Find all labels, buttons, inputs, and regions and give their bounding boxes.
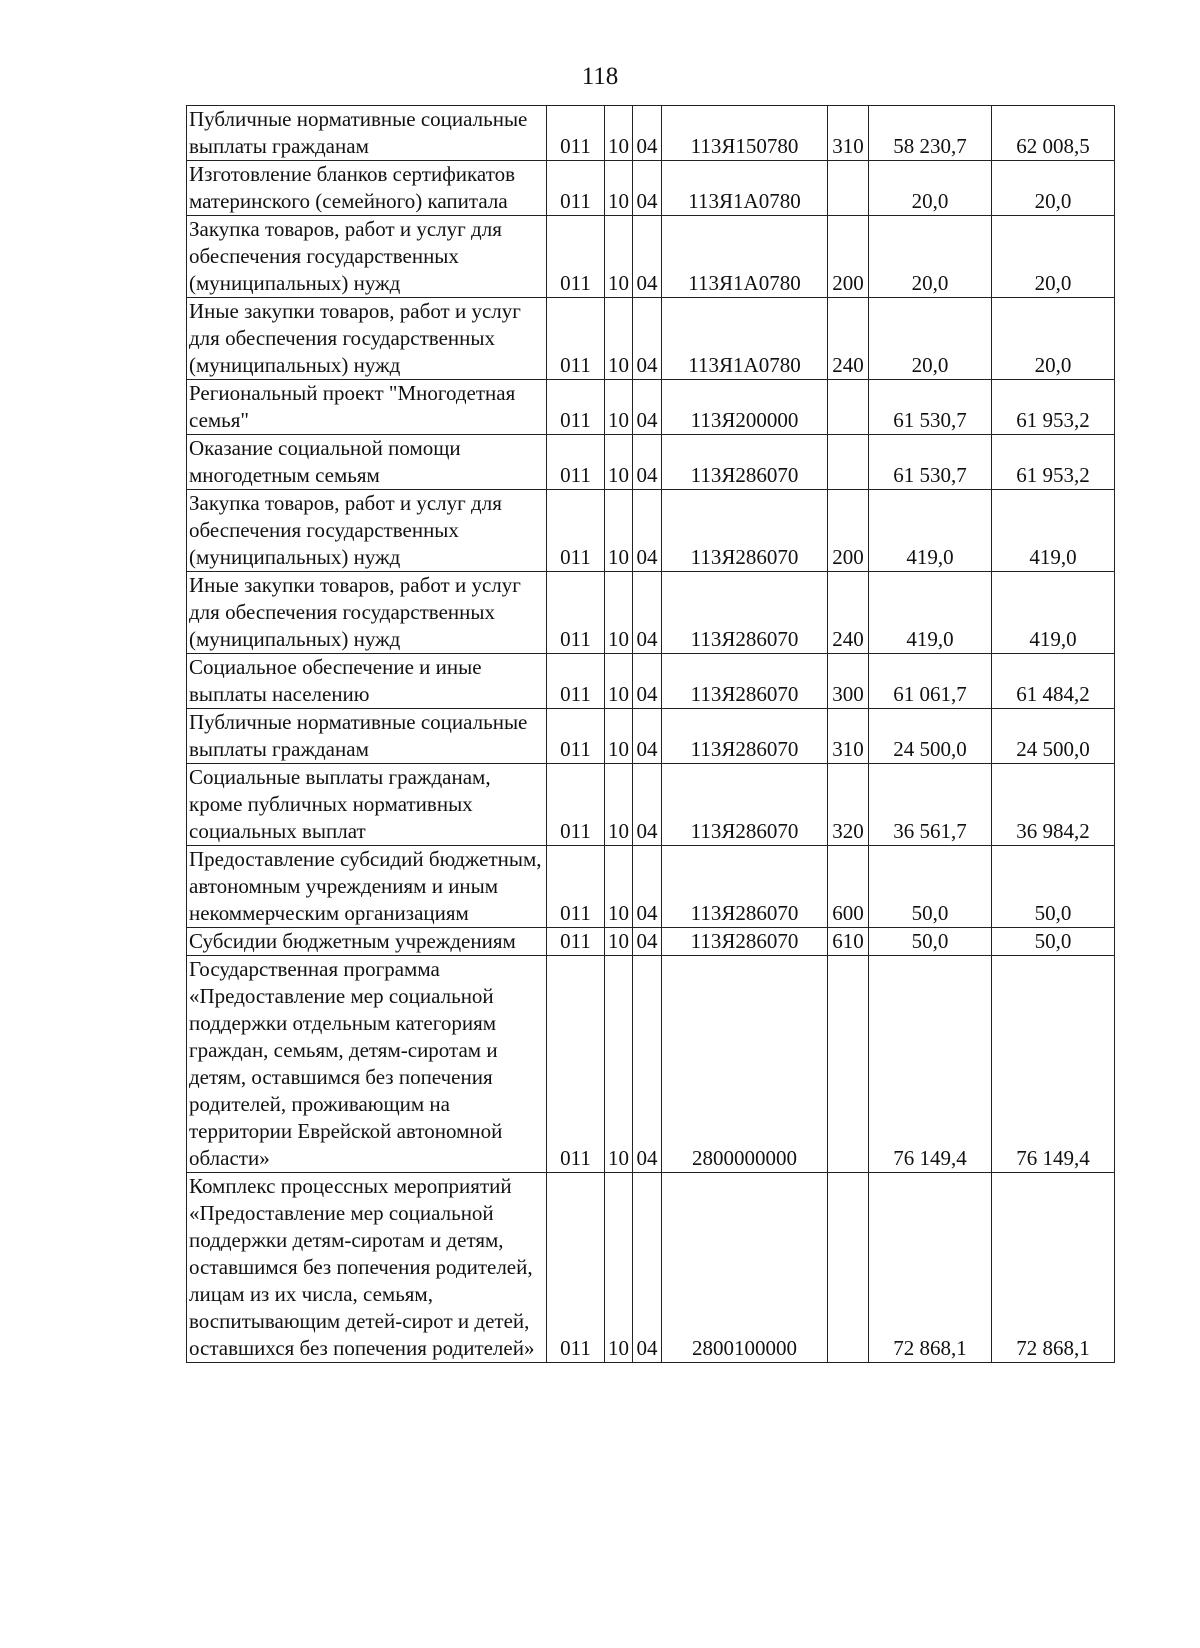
amount-year2-cell: 76 149,4 [992,956,1115,1173]
target-article-cell: 113Я200000 [662,380,828,435]
grbs-code-cell: 011 [547,654,605,709]
table-row [187,380,1115,435]
subsection-code-cell: 04 [633,298,662,380]
target-article-cell: 113Я1А0780 [662,298,828,380]
grbs-code-cell: 011 [547,928,605,956]
target-article-cell: 113Я286070 [662,846,828,928]
expense-name-cell: Социальные выплаты гражданам, кроме публичных нормативных социальных выплат [187,764,547,846]
subsection-code-cell: 04 [633,216,662,298]
subsection-code-cell: 04 [633,709,662,764]
target-article-cell: 113Я286070 [662,435,828,490]
expense-type-cell [828,1173,869,1363]
expense-name-cell: Государственная программа «Предоставление мер социальной поддержки отдельным категориям граждан, семьям, детям-сиротам и детям, оставшимся без попечения родителей, проживающим на территории Еврейской автономной области» [187,956,547,1173]
grbs-code-cell: 011 [547,846,605,928]
target-article-cell: 113Я286070 [662,764,828,846]
grbs-code-cell: 011 [547,956,605,1173]
amount-year2-cell: 419,0 [992,572,1115,654]
target-article-cell: 2800000000 [662,956,828,1173]
expense-name-cell: Оказание социальной помощи многодетным семьям [187,435,547,490]
table-row [187,490,1115,572]
table-row [187,106,1115,161]
grbs-code-cell: 011 [547,709,605,764]
target-article-cell: 113Я286070 [662,490,828,572]
table-row [187,654,1115,709]
amount-year2-cell: 419,0 [992,490,1115,572]
amount-year1-cell: 20,0 [869,216,992,298]
grbs-code-cell: 011 [547,298,605,380]
section-code-cell: 10 [605,709,633,764]
section-code-cell: 10 [605,764,633,846]
table-row [187,435,1115,490]
amount-year2-cell: 36 984,2 [992,764,1115,846]
section-code-cell: 10 [605,161,633,216]
expense-type-cell: 200 [828,490,869,572]
table-row [187,216,1115,298]
expense-type-cell [828,435,869,490]
target-article-cell: 113Я286070 [662,572,828,654]
target-article-cell: 113Я286070 [662,654,828,709]
subsection-code-cell: 04 [633,956,662,1173]
section-code-cell: 10 [605,846,633,928]
expense-type-cell [828,956,869,1173]
expense-name-cell: Закупка товаров, работ и услуг для обеспечения государственных (муниципальных) нужд [187,490,547,572]
expense-type-cell: 300 [828,654,869,709]
amount-year2-cell: 61 953,2 [992,435,1115,490]
subsection-code-cell: 04 [633,490,662,572]
grbs-code-cell: 011 [547,106,605,161]
expense-type-cell: 240 [828,572,869,654]
amount-year1-cell: 61 061,7 [869,654,992,709]
expense-name-cell: Предоставление субсидий бюджетным, автономным учреждениям и иным некоммерческим организациям [187,846,547,928]
expense-name-cell: Закупка товаров, работ и услуг для обеспечения государственных (муниципальных) нужд [187,216,547,298]
expense-name-cell: Иные закупки товаров, работ и услуг для обеспечения государственных (муниципальных) нужд [187,572,547,654]
grbs-code-cell: 011 [547,161,605,216]
expense-type-cell: 600 [828,846,869,928]
expense-name-cell: Публичные нормативные социальные выплаты гражданам [187,709,547,764]
table-row [187,956,1115,1173]
grbs-code-cell: 011 [547,490,605,572]
amount-year1-cell: 72 868,1 [869,1173,992,1363]
table-body [187,106,1115,1363]
subsection-code-cell: 04 [633,846,662,928]
expense-name-cell: Социальное обеспечение и иные выплаты населению [187,654,547,709]
amount-year1-cell: 20,0 [869,298,992,380]
amount-year1-cell: 419,0 [869,572,992,654]
table-row [187,846,1115,928]
table-row [187,572,1115,654]
grbs-code-cell: 011 [547,572,605,654]
expense-name-cell: Изготовление бланков сертификатов материнского (семейного) капитала [187,161,547,216]
table-row [187,928,1115,956]
expense-name-cell: Региональный проект "Многодетная семья" [187,380,547,435]
amount-year2-cell: 20,0 [992,161,1115,216]
table-row [187,298,1115,380]
table-row [187,709,1115,764]
subsection-code-cell: 04 [633,572,662,654]
expense-name-cell: Субсидии бюджетным учреждениям [187,928,547,956]
subsection-code-cell: 04 [633,161,662,216]
section-code-cell: 10 [605,380,633,435]
table-row [187,1173,1115,1363]
amount-year1-cell: 20,0 [869,161,992,216]
section-code-cell: 10 [605,1173,633,1363]
amount-year1-cell: 61 530,7 [869,435,992,490]
amount-year1-cell: 58 230,7 [869,106,992,161]
budget-table [186,105,1115,1363]
target-article-cell: 2800100000 [662,1173,828,1363]
section-code-cell: 10 [605,490,633,572]
expense-type-cell: 610 [828,928,869,956]
amount-year2-cell: 50,0 [992,928,1115,956]
amount-year1-cell: 24 500,0 [869,709,992,764]
amount-year2-cell: 20,0 [992,298,1115,380]
expense-type-cell: 200 [828,216,869,298]
subsection-code-cell: 04 [633,764,662,846]
section-code-cell: 10 [605,216,633,298]
table-row [187,161,1115,216]
expense-type-cell: 320 [828,764,869,846]
subsection-code-cell: 04 [633,380,662,435]
subsection-code-cell: 04 [633,106,662,161]
amount-year2-cell: 20,0 [992,216,1115,298]
grbs-code-cell: 011 [547,435,605,490]
amount-year1-cell: 36 561,7 [869,764,992,846]
amount-year1-cell: 50,0 [869,846,992,928]
target-article-cell: 113Я1А0780 [662,216,828,298]
expense-name-cell: Иные закупки товаров, работ и услуг для обеспечения государственных (муниципальных) нужд [187,298,547,380]
expense-type-cell [828,380,869,435]
subsection-code-cell: 04 [633,1173,662,1363]
expense-type-cell: 240 [828,298,869,380]
grbs-code-cell: 011 [547,216,605,298]
amount-year2-cell: 24 500,0 [992,709,1115,764]
section-code-cell: 10 [605,654,633,709]
amount-year1-cell: 76 149,4 [869,956,992,1173]
expense-type-cell: 310 [828,106,869,161]
amount-year1-cell: 61 530,7 [869,380,992,435]
section-code-cell: 10 [605,928,633,956]
section-code-cell: 10 [605,435,633,490]
expense-type-cell: 310 [828,709,869,764]
page-number: 118 [581,63,619,90]
subsection-code-cell: 04 [633,928,662,956]
grbs-code-cell: 011 [547,1173,605,1363]
expense-name-cell: Комплекс процессных мероприятий «Предоставление мер социальной поддержки детям-сиротам и детям, оставшимся без попечения родителей, лицам из их числа, семьям, воспитывающим детей-сирот и детей, оставшихся без попечения родителей» [187,1173,547,1363]
target-article-cell: 113Я286070 [662,709,828,764]
section-code-cell: 10 [605,572,633,654]
subsection-code-cell: 04 [633,654,662,709]
grbs-code-cell: 011 [547,380,605,435]
expense-name-cell: Публичные нормативные социальные выплаты гражданам [187,106,547,161]
target-article-cell: 113Я286070 [662,928,828,956]
target-article-cell: 113Я150780 [662,106,828,161]
target-article-cell: 113Я1А0780 [662,161,828,216]
amount-year1-cell: 419,0 [869,490,992,572]
table-row [187,764,1115,846]
amount-year2-cell: 62 008,5 [992,106,1115,161]
amount-year2-cell: 61 484,2 [992,654,1115,709]
amount-year2-cell: 50,0 [992,846,1115,928]
section-code-cell: 10 [605,106,633,161]
section-code-cell: 10 [605,956,633,1173]
amount-year2-cell: 61 953,2 [992,380,1115,435]
subsection-code-cell: 04 [633,435,662,490]
section-code-cell: 10 [605,298,633,380]
amount-year2-cell: 72 868,1 [992,1173,1115,1363]
grbs-code-cell: 011 [547,764,605,846]
amount-year1-cell: 50,0 [869,928,992,956]
expense-type-cell [828,161,869,216]
